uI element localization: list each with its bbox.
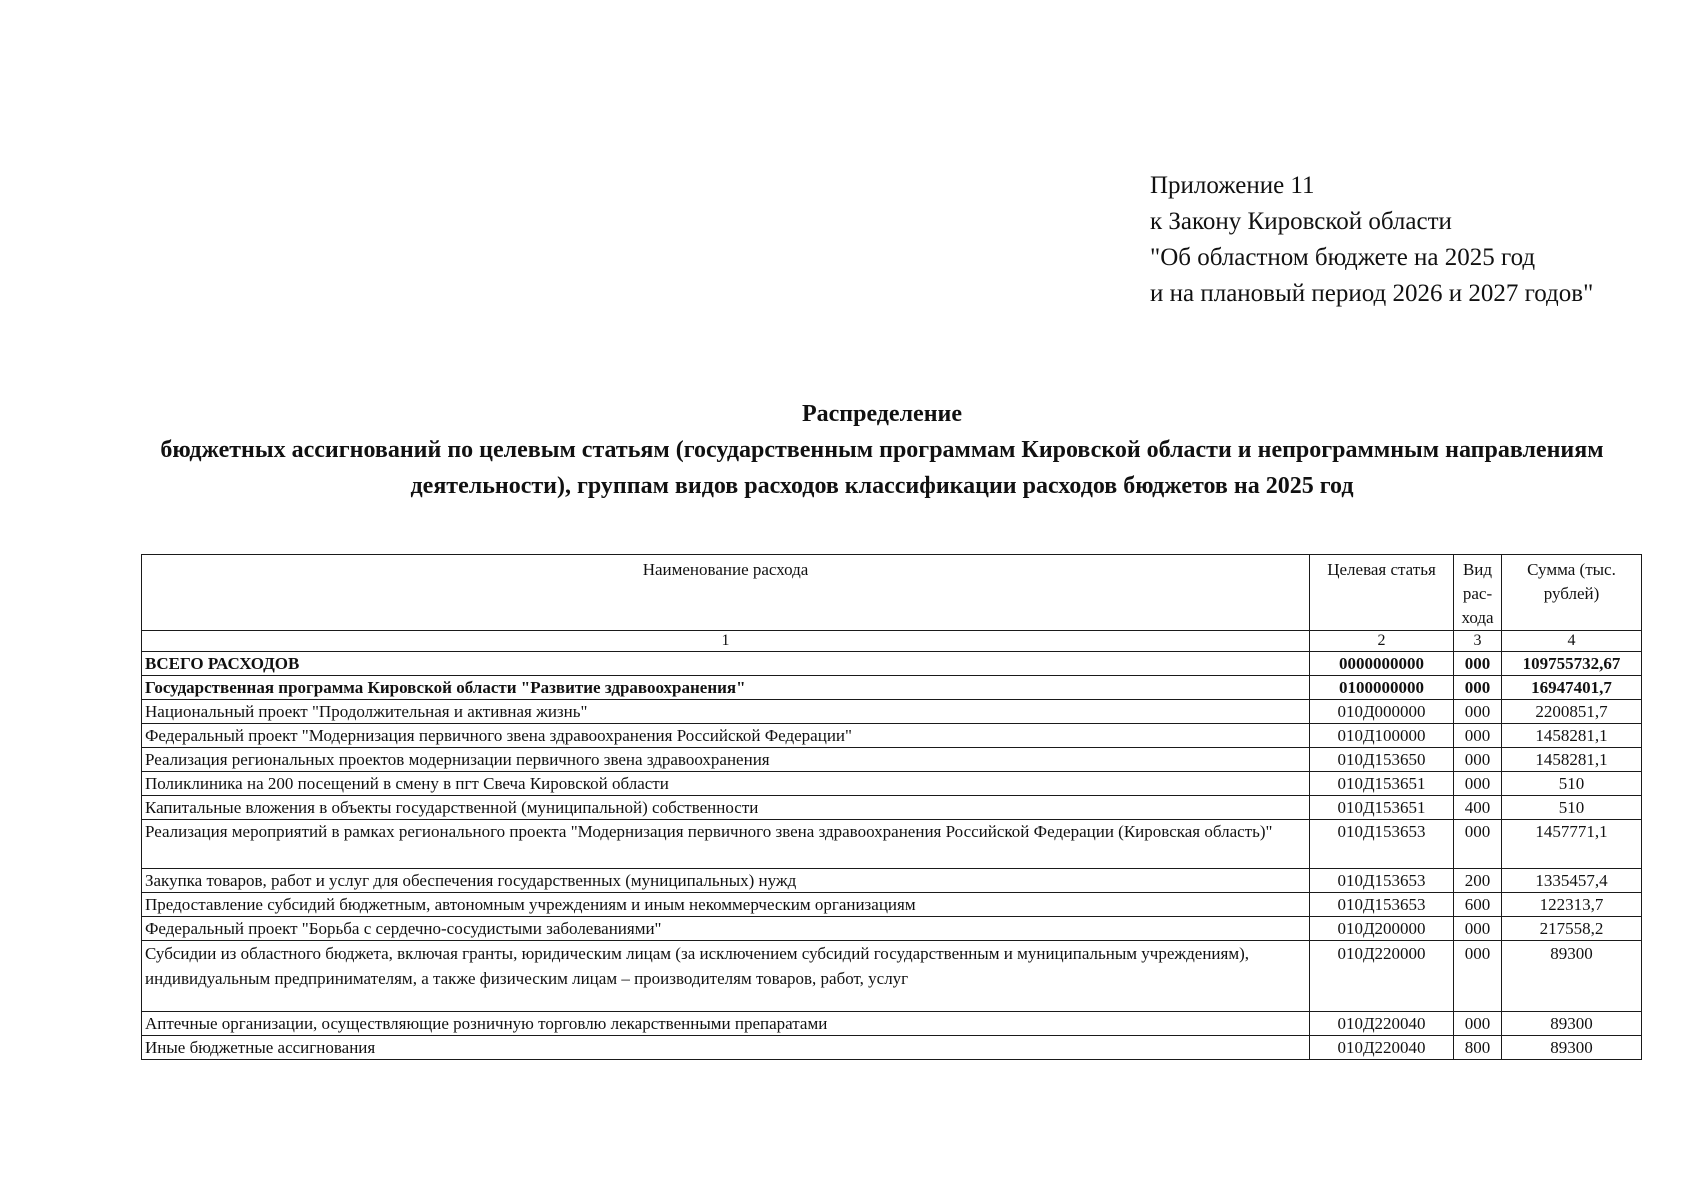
cell-name: ВСЕГО РАСХОДОВ [142,652,1310,676]
cell-code: 010Д200000 [1310,917,1454,941]
appendix-line: к Закону Кировской области [1150,208,1452,235]
table-row [142,820,1642,869]
cell-sum: 1458281,1 [1502,724,1642,748]
budget-table [141,554,1642,1060]
cell-kind: 000 [1454,652,1502,676]
table-row [142,893,1642,917]
cell-name: Поликлиника на 200 посещений в смену в пгт Свеча Кировской области [142,772,1310,796]
table-row [142,1012,1642,1036]
cell-name: Государственная программа Кировской области "Развитие здравоохранения" [142,676,1310,700]
cell-sum: 89300 [1502,1012,1642,1036]
cell-code: 010Д153653 [1310,893,1454,917]
table-row [142,652,1642,676]
table-row [142,917,1642,941]
table-row [142,772,1642,796]
cell-kind: 000 [1454,1012,1502,1036]
cell-name: Капитальные вложения в объекты государственной (муниципальной) собственности [142,796,1310,820]
cell-code: 010Д153650 [1310,748,1454,772]
cell-sum: 89300 [1502,1036,1642,1060]
cell-name: Аптечные организации, осуществляющие розничную торговлю лекарственными препаратами [142,1012,1310,1036]
cell-code: 0100000000 [1310,676,1454,700]
table-row [142,941,1642,1012]
cell-name: Реализация мероприятий в рамках регионального проекта "Модернизация первичного звена здравоохранения Российской Федерации (Кировская область)" [142,820,1310,869]
table-row [142,700,1642,724]
appendix-header [1150,168,1593,312]
cell-sum: 1335457,4 [1502,869,1642,893]
cell-sum: 89300 [1502,941,1642,1012]
cell-name: Федеральный проект "Модернизация первичного звена здравоохранения Российской Федерации" [142,724,1310,748]
document-title [140,396,1624,504]
column-number: 1 [142,631,1310,652]
cell-kind: 000 [1454,820,1502,869]
cell-sum: 217558,2 [1502,917,1642,941]
cell-sum: 2200851,7 [1502,700,1642,724]
cell-name: Федеральный проект "Борьба с сердечно-сосудистыми заболеваниями" [142,917,1310,941]
cell-name: Национальный проект "Продолжительная и активная жизнь" [142,700,1310,724]
column-number: 4 [1502,631,1642,652]
cell-code: 010Д153653 [1310,869,1454,893]
appendix-line: и на плановый период 2026 и 2027 годов" [1150,280,1594,307]
cell-kind: 000 [1454,676,1502,700]
table-row [142,724,1642,748]
table-row [142,748,1642,772]
cell-sum: 16947401,7 [1502,676,1642,700]
table-row [142,796,1642,820]
table-row [142,1036,1642,1060]
cell-kind: 600 [1454,893,1502,917]
cell-kind: 000 [1454,772,1502,796]
cell-sum: 122313,7 [1502,893,1642,917]
title-line-1: Распределение [801,401,963,427]
appendix-line: "Об областном бюджете на 2025 год [1150,244,1536,271]
cell-name: Закупка товаров, работ и услуг для обеспечения государственных (муниципальных) нужд [142,869,1310,893]
column-numbers-row [142,631,1642,652]
cell-name: Предоставление субсидий бюджетным, автономным учреждениям и иным некоммерческим организациям [142,893,1310,917]
cell-code: 010Д153651 [1310,772,1454,796]
header-kind: Вид рас-хода [1454,555,1502,631]
cell-name: Иные бюджетные ассигнования [142,1036,1310,1060]
cell-kind: 000 [1454,748,1502,772]
cell-code: 010Д220040 [1310,1036,1454,1060]
cell-code: 010Д100000 [1310,724,1454,748]
header-name: Наименование расхода [142,555,1310,631]
appendix-line: Приложение 11 [1150,172,1315,199]
cell-sum: 1457771,1 [1502,820,1642,869]
column-number: 3 [1454,631,1502,652]
cell-kind: 000 [1454,724,1502,748]
cell-sum: 1458281,1 [1502,748,1642,772]
cell-sum: 109755732,67 [1502,652,1642,676]
cell-sum: 510 [1502,796,1642,820]
column-number: 2 [1310,631,1454,652]
table-row [142,676,1642,700]
table-row [142,869,1642,893]
cell-code: 0000000000 [1310,652,1454,676]
cell-sum: 510 [1502,772,1642,796]
header-sum: Сумма (тыс. рублей) [1502,555,1642,631]
cell-kind: 000 [1454,700,1502,724]
cell-code: 010Д000000 [1310,700,1454,724]
header-code: Целевая статья [1310,555,1454,631]
cell-name: Реализация региональных проектов модернизации первичного звена здравоохранения [142,748,1310,772]
cell-kind: 400 [1454,796,1502,820]
cell-code: 010Д153651 [1310,796,1454,820]
title-line-2: бюджетных ассигнований по целевым статьям (государственным программам Кировской области и непрограммным направлениям деятельности), группам видов расходов классификации расходов бюджетов на 2025 год [160,437,1604,499]
cell-code: 010Д153653 [1310,820,1454,869]
cell-code: 010Д220040 [1310,1012,1454,1036]
cell-code: 010Д220000 [1310,941,1454,1012]
cell-kind: 000 [1454,941,1502,1012]
cell-kind: 000 [1454,917,1502,941]
cell-kind: 800 [1454,1036,1502,1060]
cell-kind: 200 [1454,869,1502,893]
cell-name: Субсидии из областного бюджета, включая гранты, юридическим лицам (за исключением субсидий государственным и муниципальным учреждениям), индивидуальным предпринимателям, а также физическим лицам – производителям товаров, работ, услуг [142,941,1310,1012]
table-header-row [142,555,1642,631]
